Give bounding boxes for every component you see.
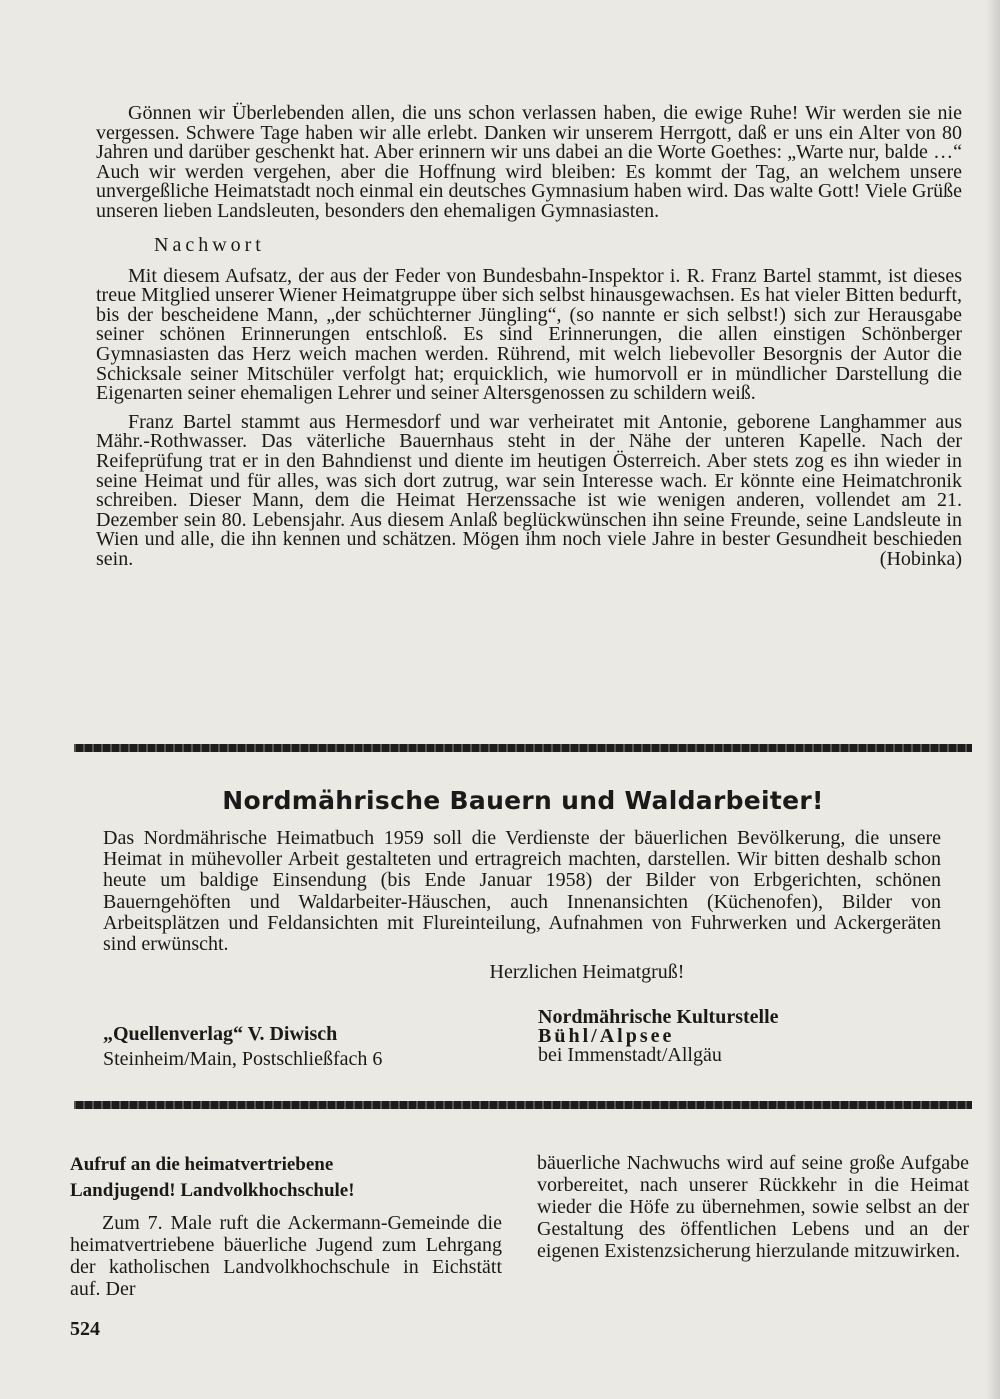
- nachwort-paragraph-2: [96, 410, 962, 570]
- sender-right-place: Bühl/Alpsee: [538, 1025, 675, 1047]
- aufruf-heading: [70, 1152, 502, 1204]
- nachwort-paragraph-1: Mit diesem Aufsatz, der aus der Feder von Bundesbahn-Inspektor i. R. Franz Bartel stammt, ist dieses treue Mitglied unserer Wiener Heimatgruppe über sich selbst hinausgewachsen. Es hat vieler Bitten bedurft, bis der bescheidene Mann, „der schüchterner Jüngling“, (so nannte er sich selbst!) sich zur Herausgabe seiner schönen Erinnerungen entschloß. Es sind Erinnerungen, die allen einstigen Schönberger Gymnasiasten das Herz weich machen werden. Rührend, mit welch liebevoller Besorgnis der Autor die Schicksale seiner Mitschüler verfolgt hat; erquicklich, wie humorvoll er in mündlicher Darstellung die Eigenarten seiner ehemaligen Lehrer und seiner Altersgenossen zu schildern weiß.: [96, 264, 962, 405]
- aufruf-text-left: Zum 7. Male ruft die Ackermann-Gemeinde die heimatvertriebene bäuerliche Jugend zum Lehrgang der katholischen Landvolkhochschule in Eichstätt auf. Der: [70, 1212, 502, 1300]
- sender-right-address: bei Immenstadt/Allgäu: [538, 1044, 722, 1066]
- announcement-body: [103, 828, 941, 984]
- aufruf-left-column: [70, 1152, 502, 1300]
- author-signature: (Hobinka): [879, 547, 962, 570]
- sender-kulturstelle: [538, 1008, 779, 1065]
- aufruf-heading-line-1: Aufruf an die heimatvertriebene: [70, 1154, 334, 1175]
- sender-left-name: „Quellenverlag“ V. Diwisch: [103, 1023, 338, 1045]
- divider-rule-bottom: [74, 1101, 972, 1109]
- aufruf-text-right: bäuerliche Nachwuchs wird auf seine große Aufgabe vorbereitet, nach unserer Rückkehr in die Heimat wieder die Höfe zu übernehmen, sowie selbst an der Gestaltung des öffentlichen Lebens und an der eigenen Existenzsicherung hierzulande mitzuwirken.: [537, 1152, 969, 1262]
- page-number: 524: [70, 1318, 100, 1340]
- closing-paragraph: Gönnen wir Überlebenden allen, die uns schon verlassen haben, die ewige Ruhe! Wir werden sie nie vergessen. Schwere Tage haben wir alle erlebt. Danken wir unserem Herrgott, daß er uns ein Alter von 80 Jahren und darüber geschenkt hat. Aber erinnern wir uns dabei an die Worte Goethes: „Warte nur, balde …“ Auch wir werden vergehen, aber die Hoffnung wird bleiben: Es kommt der Tag, an welchem unsere unvergeßliche Heimatstadt noch einmal ein deutsches Gymnasium haben wird. Das walte Gott! Viele Grüße unseren lieben Landsleuten, besonders den ehemaligen Gymnasiasten.: [96, 102, 962, 222]
- sender-quellenverlag: [103, 1022, 382, 1072]
- aufruf-right-column: [537, 1152, 969, 1262]
- announcement-headline: Nordmährische Bauern und Waldarbeiter!: [222, 786, 824, 815]
- nachwort-heading: Nachwort: [154, 233, 265, 256]
- article-continuation: [96, 104, 962, 569]
- announcement-text: Das Nordmährische Heimatbuch 1959 soll die Verdienste der bäuerlichen Bevölkerung, die unsere Heimat in mühevoller Arbeit gestalteten und ertragreich machten, darstellen. Wir bitten deshalb schon heute um baldige Einsendung (bis Ende Januar 1958) der Bilder von Erbgerichten, schönen Bauerngehöften und Waldarbeiter-Häuschen, auch Innenansichten (Küchenofen), Bilder von Arbeitsplätzen und Feldansichten mit Flureinteilung, Aufnahmen von Fuhrwerken und Ackergeräten sind erwünscht.: [103, 827, 941, 956]
- nachwort-paragraph-2-text: Franz Bartel stammt aus Hermesdorf und war verheiratet mit Antonie, geborene Langhammer aus Mähr.-Rothwasser. Das väterliche Bauernhaus steht in der Nähe der unteren Kapelle. Nach der Reifeprüfung trat er in den Bahndienst und diente im heutigen Österreich. Aber stets zog es ihn wieder in seine Heimat und für alles, was sich dort zutrug, war sein Interesse wach. Er könnte eine Heimatchronik schreiben. Dieser Mann, dem die Heimat Herzenssache ist wie wenigen anderen, vollendet am 21. Dezember sein 80. Lebensjahr. Aus diesem Anlaß beglückwünschen ihn seine Freunde, seine Landsleute in Wien und alle, die ihn kennen und schätzen. Mögen ihm noch viele Jahre in bester Gesundheit beschieden sein.: [96, 410, 962, 570]
- aufruf-heading-line-2: Landjugend! Landvolkhochschule!: [70, 1180, 355, 1201]
- sender-right-name: Nordmährische Kulturstelle: [538, 1006, 779, 1028]
- sender-left-address: Steinheim/Main, Postschließfach 6: [103, 1048, 383, 1070]
- greeting: Herzlichen Heimatgruß!: [489, 961, 685, 984]
- divider-rule-top: [74, 744, 972, 752]
